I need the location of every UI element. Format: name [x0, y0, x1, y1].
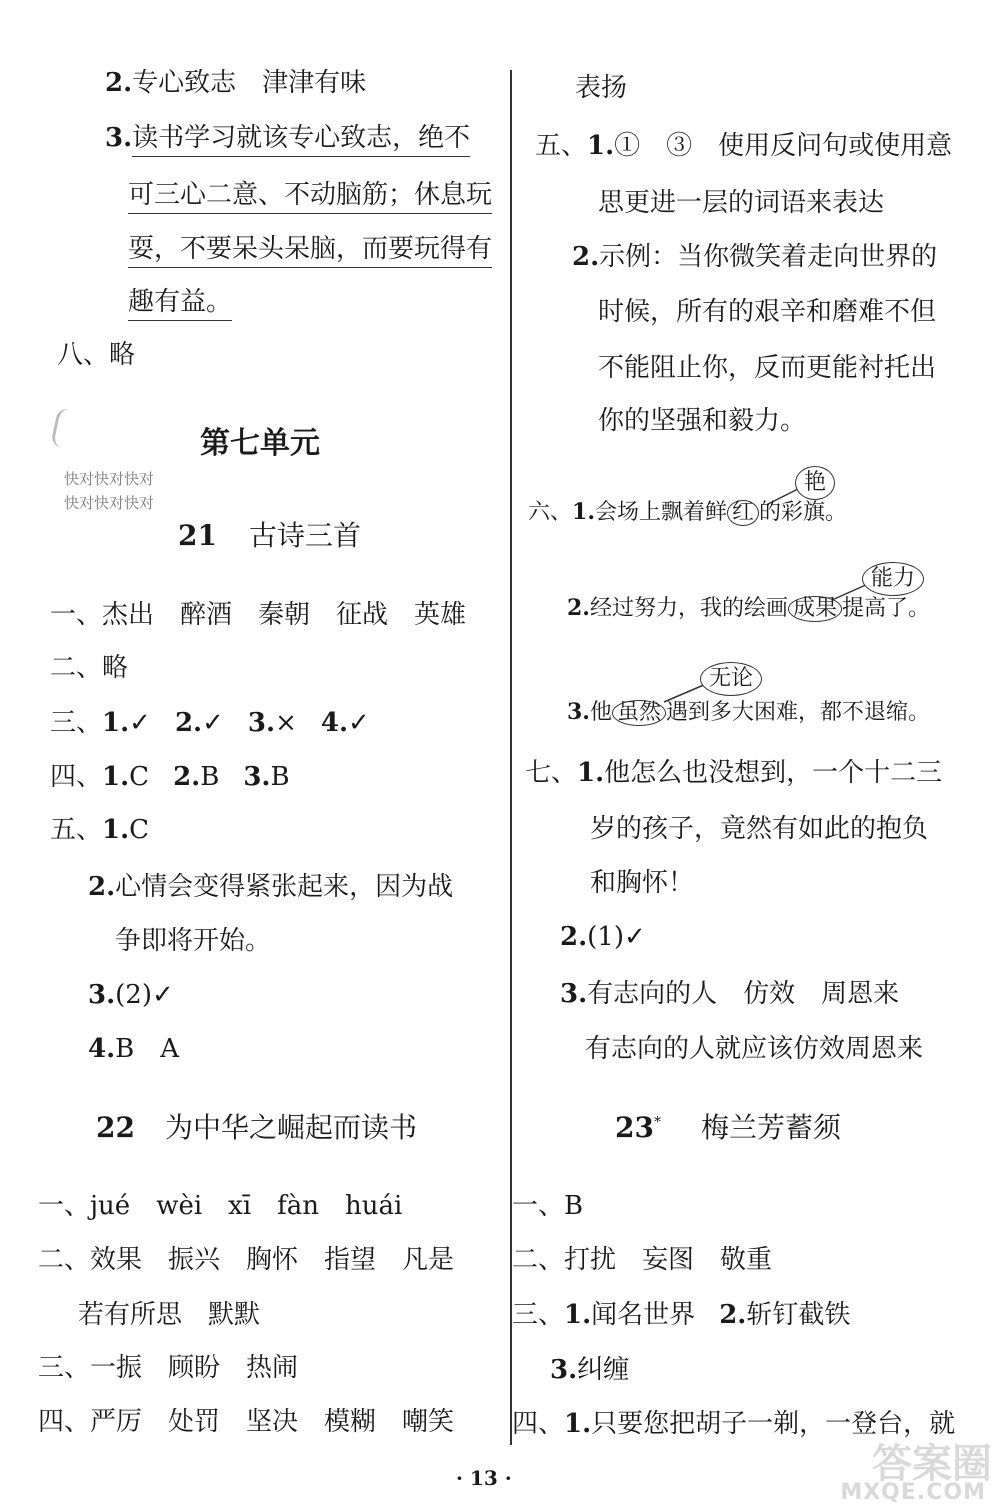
answer-line: 你的坚强和毅力。 [598, 406, 807, 436]
answer-line: 和胸怀！ [590, 868, 695, 898]
answer-line: 2.(1)✓ [560, 922, 646, 952]
watermark-logo: 答案圈 [872, 1441, 992, 1487]
stamp-text: 快对快对快对 [64, 470, 155, 488]
lesson-heading: 22 为中华之崛起而读书 [96, 1111, 417, 1144]
page-number: · 13 · [456, 1466, 512, 1490]
answer-line: 一、B [512, 1191, 584, 1221]
stamp-text: 快对快对快对 [64, 494, 155, 512]
answer-line: 2.心情会变得紧张起来，因为战 [88, 872, 454, 902]
answer-line: 三、1.✓ 2.✓ 3.× 4.✓ [50, 708, 370, 738]
answer-line: 二、略 [50, 653, 129, 683]
correction-word: 无论 [700, 662, 762, 696]
answer-line: 2.专心致志 津津有味 [105, 68, 367, 98]
answer-line: 思更进一层的词语来表达 [598, 188, 885, 218]
answer-line: 岁的孩子，竟然有如此的抱负 [590, 814, 929, 844]
answer-line: 2.示例：当你微笑着走向世界的 [572, 242, 938, 272]
answer-line: 二、打扰 妄图 敬重 [512, 1245, 773, 1275]
answer-line: 2.经过努力，我的绘画 成果 提高了。 [567, 595, 931, 621]
answer-line: 可三心二意、不动脑筋；休息玩 [128, 182, 492, 208]
answer-line: 3.有志向的人 仿效 周恩来 [560, 979, 900, 1009]
answer-line: 若有所思 默默 [78, 1300, 261, 1330]
answer-line: 趣有益。 [128, 289, 232, 315]
answer-line: 四、严厉 处罚 坚决 模糊 嘲笑 [38, 1407, 455, 1437]
lesson-heading: 21 古诗三首 [178, 519, 361, 552]
answer-line: 二、效果 振兴 胸怀 指望 凡是 [38, 1245, 455, 1275]
answer-line: 八、略 [57, 340, 136, 370]
answer-line: 四、1.只要您把胡子一剃，一登台，就 [512, 1409, 956, 1439]
answer-line: 3.读书学习就该专心致志，绝不 [105, 125, 470, 151]
answer-line: 3.(2)✓ [88, 980, 174, 1010]
answer-line: 3.他 虽然 遇到多大困难，都不退缩。 [567, 699, 931, 725]
answer-line: 时候，所有的艰辛和磨难不但 [598, 297, 937, 327]
answer-line: 三、1.闻名世界 2.斩钉截铁 [512, 1300, 851, 1330]
answer-line: 三、一振 顾盼 热闹 [38, 1353, 299, 1383]
answer-line: 五、1.C [50, 815, 150, 845]
answer-line: 一、杰出 醉酒 秦朝 征战 英雄 [50, 600, 467, 630]
correction-word: 能力 [862, 562, 924, 596]
answer-line: 争即将开始。 [115, 926, 272, 956]
lesson-heading: 23* 梅兰芳蓄须 [615, 1111, 841, 1144]
answer-line: 六、1.会场上飘着鲜 红 的彩旗。 [528, 499, 848, 525]
answer-line: 一、jué wèi xī fàn huái [38, 1191, 403, 1221]
answer-line: 耍，不要呆头呆脑，而要玩得有 [128, 236, 492, 262]
answer-line: 表扬 [575, 73, 628, 103]
answer-line: 七、1.他怎么也没想到，一个十二三 [525, 758, 943, 788]
answer-line: 不能阻止你，反而更能衬托出 [598, 353, 937, 383]
answer-line: 四、1.C 2.B 3.B [50, 762, 290, 792]
answer-line: 4.B A [88, 1034, 180, 1064]
circled-word: 成果 [788, 596, 842, 622]
answer-line: 五、1.① ③ 使用反问句或使用意 [535, 131, 953, 161]
correction-word: 艳 [795, 466, 835, 500]
circled-word: 虽然 [612, 700, 666, 726]
answer-line: 有志向的人就应该仿效周恩来 [585, 1034, 924, 1064]
answer-line: 3.纠缠 [550, 1355, 630, 1385]
unit-title: 第七单元 [200, 426, 320, 461]
watermark-site: MXQE.COM [840, 1480, 986, 1505]
circled-word: 红 [727, 500, 759, 526]
